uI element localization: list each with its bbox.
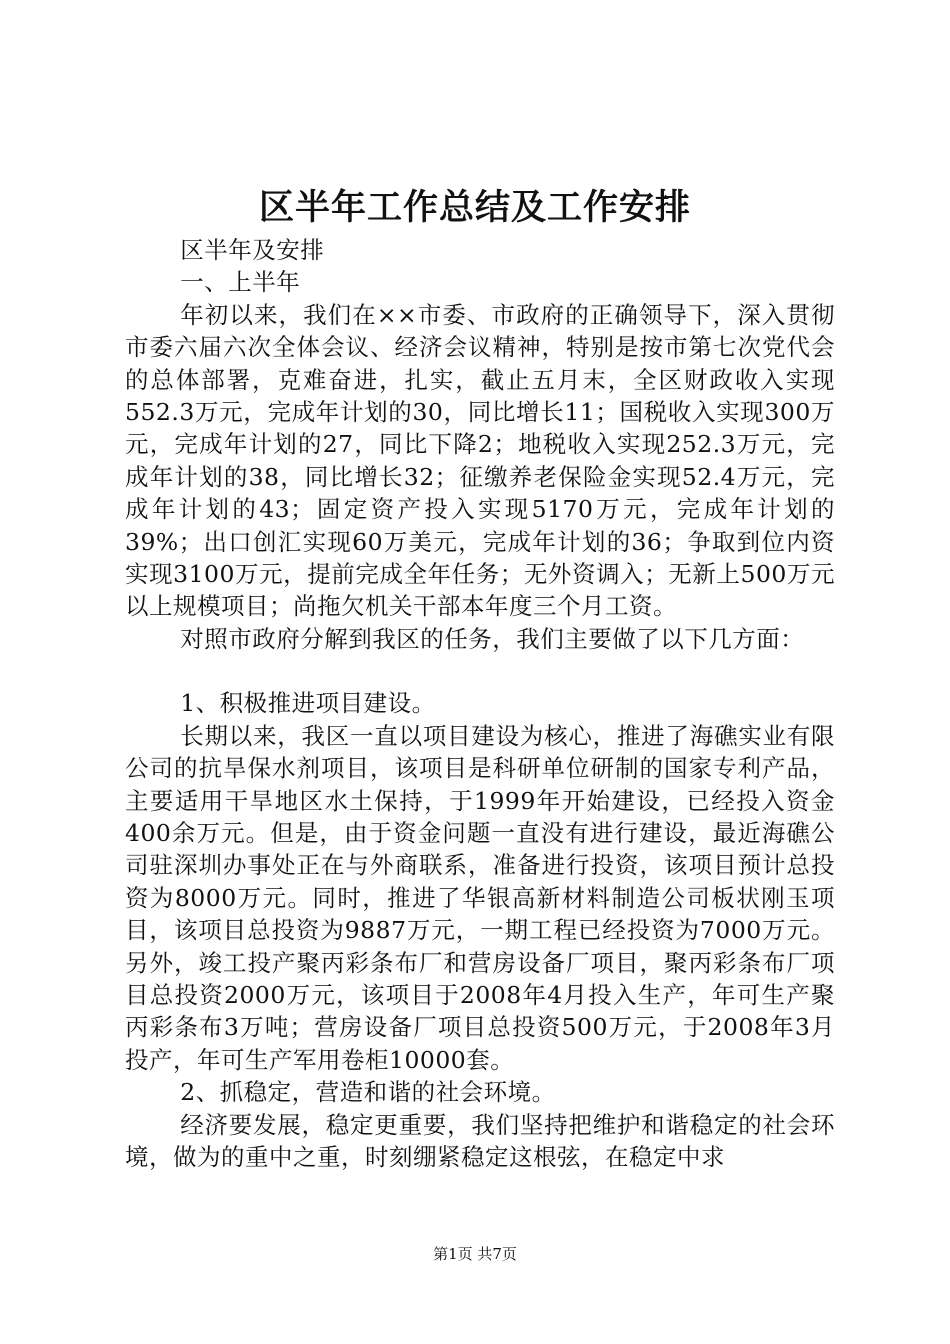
paragraph-projects: 长期以来，我区一直以项目建设为核心，推进了海礁实业有限公司的抗旱保水剂项目，该项目是科研单位研制的国家专利产品，主要适用干旱地区水土保持，于1999年开始建设，已经投入资金400余万元。但是，由于资金问题一直没有进行建设，最近海礁公司驻深圳办事处正在与外商联系，准备进行投资，该项目预计总投资为8000万元。同时，推进了华银高新材料制造公司板状刚玉项目，该项目总投资为9887万元，一期工程已经投资为7000万元。另外，竣工投产聚丙彩条布厂和营房设备厂项目，聚丙彩条布厂项目总投资2000万元，该项目于2008年4月投入生产，年可生产聚丙彩条布3万吨；营房设备厂项目总投资500万元，于2008年3月投产，年可生产军用卷柜10000套。 bbox=[125, 721, 835, 1074]
paragraph-stability: 经济要发展，稳定更重要，我们坚持把维护和谐稳定的社会环境，做为的重中之重，时刻绷紧稳定这根弦，在稳定中求 bbox=[125, 1110, 835, 1171]
page-footer: 第1页 共7页 bbox=[433, 1245, 517, 1263]
subheading-stability: 2、抓稳定，营造和谐的社会环境。 bbox=[180, 1078, 556, 1107]
section-heading-first-half: 一、上半年 bbox=[180, 268, 301, 297]
paragraph-summary: 年初以来，我们在××市委、市政府的正确领导下，深入贯彻市委六届六次全体会议、经济会议精神，特别是按市第七次党代会的总体部署，克难奋进，扎实，截止五月末，全区财政收入实现552.3万元，完成年计划的30，同比增长11；国税收入实现300万元，完成年计划的27，同比下降2；地税收入实现252.3万元，完成年计划的38，同比增长32；征缴养老保险金实现52.4万元，完成年计划的43；固定资产投入实现5170万元，完成年计划的39%；出口创汇实现60万美元，完成年计划的36；争取到位内资实现3100万元，提前完成全年任务；无外资调入；无新上500万元以上规模项目；尚拖欠机关干部本年度三个月工资。 bbox=[125, 300, 835, 621]
paragraph-subtitle: 区半年及安排 bbox=[180, 236, 325, 264]
paragraph-intro-tasks: 对照市政府分解到我区的任务，我们主要做了以下几方面： bbox=[180, 624, 805, 653]
subheading-project-construction: 1、积极推进项目建设。 bbox=[180, 689, 436, 718]
document-title: 区半年工作总结及工作安排 bbox=[258, 187, 691, 228]
document-body bbox=[125, 234, 835, 1173]
